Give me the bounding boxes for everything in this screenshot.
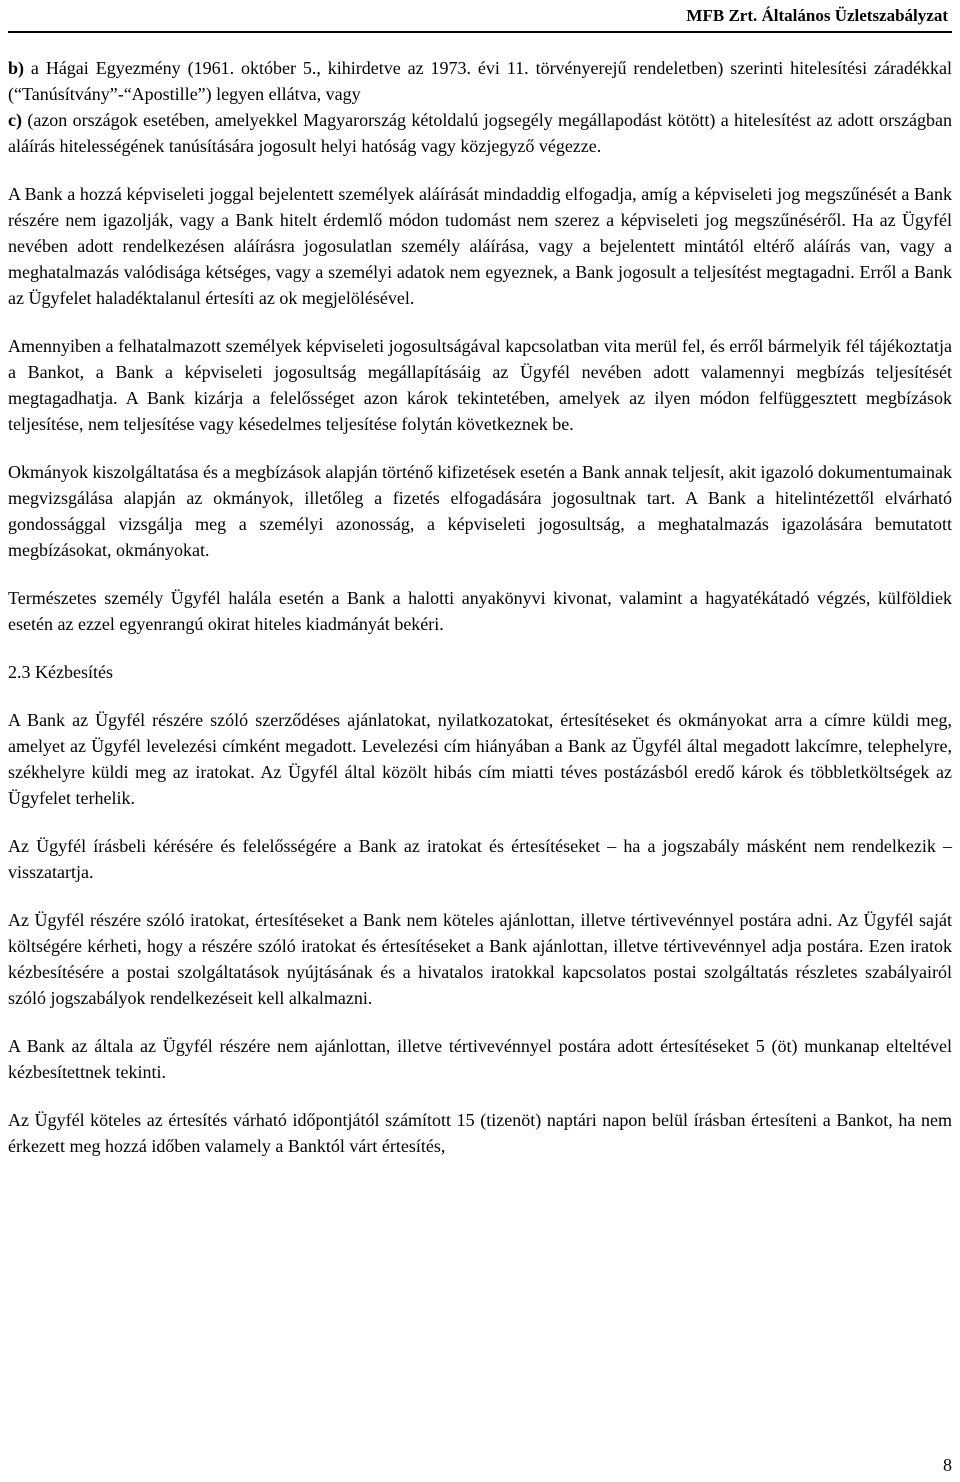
document-body <box>8 55 952 1159</box>
header-divider <box>8 31 952 33</box>
list-item-c <box>8 107 952 159</box>
paragraph-authorization-dispute: Amennyiben a felhatalmazott személyek képviseleti jogosultságával kapcsolatban vita merül fel, és erről bármelyik fél tájékoztatja a Bankot, a Bank a képviseleti jogosultság megállapításáig az Ügyfél nevében adott valamennyi megbízás teljesítését megtagadhatja. A Bank kizárja a felelősséget azon károk tekintetében, amelyek az ilyen módon felfüggesztett megbízások teljesítése, nem teljesítése vagy késedelmes teljesítése folytán következnek be. <box>8 336 952 434</box>
list-item-b <box>8 55 952 107</box>
paragraph-deceased-client: Természetes személy Ügyfél halála esetén a Bank a halotti anyakönyvi kivonat, valamint a hagyatékátadó végzés, külföldiek esetén az ezzel egyenrangú okirat hiteles kiadmányát bekéri. <box>8 588 952 634</box>
paragraph-client-notification: Az Ügyfél köteles az értesítés várható időpontjától számított 15 (tizenöt) naptári napon belül írásban értesíteni a Bankot, ha nem érkezett meg hozzá időben valamely a Banktól várt értesítés, <box>8 1110 952 1156</box>
paragraph-delivery-deadline: A Bank az általa az Ügyfél részére nem ajánlottan, illetve tértivevénnyel postára adott értesítéseket 5 (öt) munkanap elteltével kézbesítettnek tekinti. <box>8 1036 952 1082</box>
paragraph-registered-mail: Az Ügyfél részére szóló iratokat, értesítéseket a Bank nem köteles ajánlottan, illetve tértivevénnyel postára adni. Az Ügyfél saját költségére kérheti, hogy a részére szóló iratokat és értesítéseket a Bank ajánlottan, illetve tértivevénnyel adja postára. Ezen iratok kézbesítésére a postai szolgáltatások nyújtásának és a hivatalos iratokkal kapcsolatos postai szolgáltatás részletes szabályairól szóló jogszabályok rendelkezéseit kell alkalmazni. <box>8 910 952 1008</box>
paragraph-withholding: Az Ügyfél írásbeli kérésére és felelősségére a Bank az iratokat és értesítéseket – ha a jogszabály másként nem rendelkezik – visszatartja. <box>8 836 952 882</box>
section-heading: 2.3 Kézbesítés <box>8 662 113 682</box>
page-number: 8 <box>943 1455 952 1475</box>
document-header-title: MFB Zrt. Általános Üzletszabályzat <box>686 6 948 25</box>
list-text-b: a Hágai Egyezmény (1961. október 5., kihirdetve az 1973. évi 11. törvényerejű rendeletben) szerinti hitelesítési záradékkal (“Tanúsítvány”-“Apostille”) legyen ellátva, vagy <box>8 58 952 104</box>
list-letter-b: b) <box>8 58 25 78</box>
list-letter-c: c) <box>8 110 22 130</box>
paragraph-document-release: Okmányok kiszolgáltatása és a megbízások alapján történő kifizetések esetén a Bank annak teljesít, akit igazoló dokumentumainak megvizsgálása alapján az okmányok, illetőleg a fizetés elfogadására jogosultnak tart. A Bank a hitelintézettől elvárható gondossággal vizsgálja meg a személyi azonosság, a képviseleti jogosultság, a meghatalmazás igazolására bemutatott megbízásokat, okmányokat. <box>8 462 952 560</box>
paragraph-signature-acceptance: A Bank a hozzá képviseleti joggal bejelentett személyek aláírását mindaddig elfogadja, amíg a képviseleti jog megszűnését a Bank részére nem igazolják, vagy a Bank hitelt érdemlő módon tudomást nem szerez a képviseleti jog megszűnéséről. Ha az Ügyfél nevében adott rendelkezésen aláírásra jogosulatlan személy aláírása, vagy a bejelentett mintától eltérő aláírás van, vagy a meghatalmazás valódisága kétséges, vagy a személyi adatok nem egyeznek, a Bank jogosult a teljesítést megtagadni. Erről a Bank az Ügyfelet haladéktalanul értesíti az ok megjelölésével. <box>8 184 952 308</box>
paragraph-delivery-address: A Bank az Ügyfél részére szóló szerződéses ajánlatokat, nyilatkozatokat, értesítéseket és okmányokat arra a címre küldi meg, amelyet az Ügyfél levelezési címként megadott. Levelezési cím hiányában a Bank az Ügyfél által megadott lakcímre, telephelyre, székhelyre küldi meg az iratokat. Az Ügyfél által közölt hibás cím miatti téves postázásból eredő károk és többletköltségek az Ügyfelet terhelik. <box>8 710 952 808</box>
list-text-c: (azon országok esetében, amelyekkel Magyarország kétoldalú jogsegély megállapodást kötött) a hitelesítést az adott országban aláírás hitelességének tanúsítására jogosult helyi hatóság vagy közjegyző végezze. <box>8 110 952 156</box>
